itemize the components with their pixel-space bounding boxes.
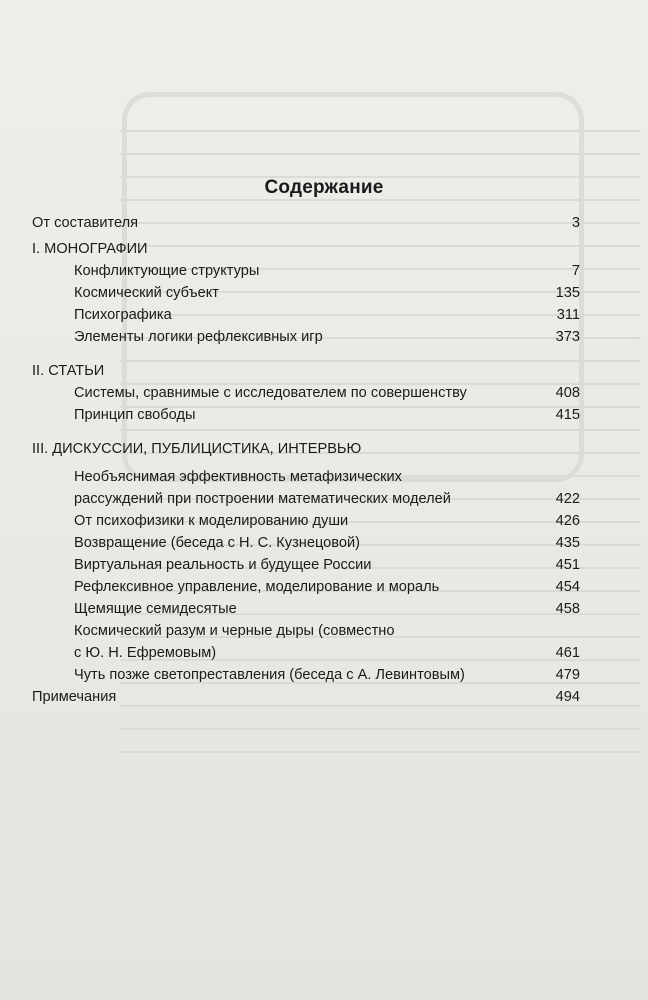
toc-entry-title: От психофизики к моделированию души [74,513,349,529]
toc-section-heading [32,360,580,382]
toc-entry [32,554,580,576]
toc-page-number: 426 [555,513,580,529]
toc-entry-title: Психографика [74,307,172,323]
toc-entry [32,664,580,686]
toc-section-title: I. МОНОГРАФИИ [32,241,148,257]
toc-entry [32,466,580,488]
toc-entry [32,382,580,404]
toc-entry [32,620,580,642]
toc-entry-title: Примечания [32,689,117,705]
toc-entry [32,686,580,708]
toc-entry [32,212,580,234]
toc-page-number: 3 [571,215,580,231]
toc-entry-title: рассуждений при построении математических моделей [74,491,451,507]
toc-entry-title: Виртуальная реальность и будущее России [74,557,372,573]
toc-entry-title: Возвращение (беседа с Н. С. Кузнецовой) [74,535,360,551]
toc-page-number: 461 [555,645,580,661]
page-title: Содержание [264,177,384,198]
toc-entry [32,510,580,532]
toc-page-number: 415 [555,407,580,423]
toc-page-number: 311 [556,307,580,323]
toc-entry-title: От составителя [32,215,139,231]
toc-entry-continued [32,488,580,510]
toc-entry-title: Элементы логики рефлексивных игр [74,329,323,345]
toc-entry [32,260,580,282]
toc-entry [32,404,580,426]
toc-page-number: 479 [555,667,580,683]
toc-entry-title: Системы, сравнимые с исследователем по совершенству [74,385,467,401]
toc-entry-title: Принцип свободы [74,407,196,423]
toc-entry-title: Космический субъект [74,285,219,301]
toc-page-number: 7 [571,263,580,279]
toc-entry-continued [32,642,580,664]
toc-entry [32,304,580,326]
toc-page-number: 458 [555,601,580,617]
toc-page-number: 494 [555,689,580,705]
toc-entry [32,576,580,598]
toc-entry-title: Чуть позже светопреставления (беседа с А. Левинтовым) [74,667,465,683]
toc-entry-title: Щемящие семидесятые [74,601,237,617]
toc-entry [32,282,580,304]
toc-section-title: II. СТАТЬИ [32,363,105,379]
toc-page-number: 135 [555,285,580,301]
toc-entry [32,326,580,348]
toc-section-title: III. ДИСКУССИИ, ПУБЛИЦИСТИКА, ИНТЕРВЬЮ [32,441,362,457]
table-of-contents [32,212,580,708]
toc-entry-title: Необъяснимая эффективность метафизических [74,469,402,485]
toc-entry [32,598,580,620]
toc-page-number: 408 [555,385,580,401]
toc-page-number: 454 [555,579,580,595]
toc-entry-title: Рефлексивное управление, моделирование и мораль [74,579,440,595]
toc-entry-title: с Ю. Н. Ефремовым) [74,645,217,661]
toc-entry [32,532,580,554]
toc-page-number: 422 [555,491,580,507]
toc-section-heading [32,438,580,460]
toc-page-number: 451 [555,557,580,573]
toc-page-number: 435 [555,535,580,551]
toc-page-number: 373 [555,329,580,345]
toc-entry-title: Космический разум и черные дыры (совместно [74,623,395,639]
toc-entry-title: Конфликтующие структуры [74,263,260,279]
toc-section-heading [32,238,580,260]
